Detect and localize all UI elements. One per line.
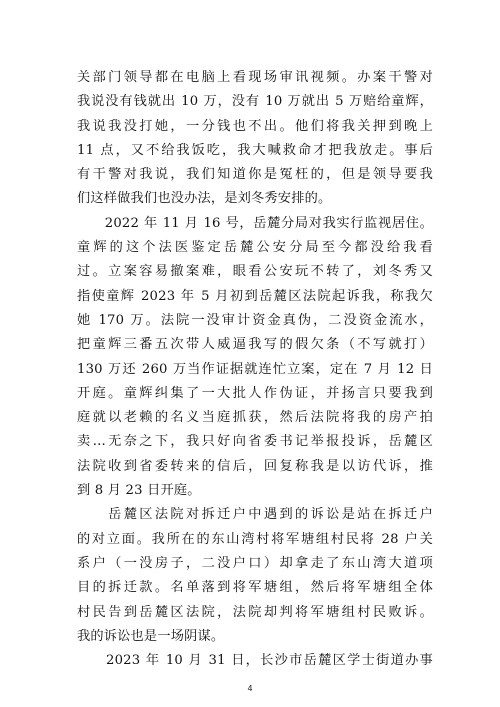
text-line: 11 点，又不给我饭吃，我大喊救命才把我放走。事后	[77, 142, 433, 158]
text-line: 关部门领导都在电脑上看现场审讯视频。办案干警对	[77, 70, 433, 85]
page-number: 4	[247, 684, 253, 693]
text-line: 我说没有钱就出 10 万，没有 10 万就出 5 万赔给童辉，	[77, 94, 433, 110]
text-line: 庭就以老赖的名义当庭抓获，然后法院将我的房产拍	[77, 410, 433, 426]
text-line: 村民告到岳麓区法院，法院却判将军塘组村民败诉。	[77, 604, 433, 620]
text-line: 指使童辉 2023 年 5 月初到岳麓区法院起诉我，称我欠	[77, 288, 433, 304]
document-body	[77, 66, 433, 673]
text-line: 开庭。童辉纠集了一大批人作伪证，并扬言只要我到	[77, 385, 433, 401]
text-line: 系户（一没房子，二没户口）却拿走了东山湾大道项	[77, 555, 433, 571]
text-line: 2023 年 10 月 31 日，长沙市岳麓区学士街道办事	[77, 653, 433, 669]
text-line: 到 8 月 23 日开庭。	[77, 483, 201, 499]
text-line: 法院收到省委转来的信后，回复称我是以访代诉，推	[77, 458, 433, 474]
text-line: 岳麓区法院对拆迁户中遇到的诉讼是站在拆迁户	[77, 507, 433, 523]
text-line: 我说我没打她，一分钱也不出。他们将我关押到晚上	[77, 118, 433, 134]
text-line: 目的拆迁款。名单落到将军塘组，然后将军塘组全体	[77, 580, 433, 596]
text-line: 2022 年 11 月 16 号，岳麓分局对我实行监视居住。	[77, 215, 433, 231]
text-line: 们这样做我们也没办法，是刘冬秀安排的。	[77, 191, 332, 207]
text-line: 她 170 万。法院一没审计资金真伪，二没资金流水，	[77, 312, 433, 328]
text-line: 我的诉讼也是一场阴谋。	[77, 628, 225, 644]
text-line: 有干警对我说，我们知道你是冤枉的，但是领导要我	[77, 167, 433, 183]
text-line: 童辉的这个法医鉴定岳麓公安分局至今都没给我看	[77, 240, 433, 256]
text-line: 过。立案容易撤案难，眼看公安玩不转了，刘冬秀又	[77, 264, 433, 280]
text-line: 卖…无奈之下，我只好向省委书记举报投诉，岳麓区	[77, 434, 433, 450]
text-line: 的对立面。我所在的东山湾村将军塘组村民将 28 户关	[77, 531, 433, 547]
text-line: 把童辉三番五次带人威逼我写的假欠条（不写就打）	[77, 337, 433, 353]
text-line: 130 万还 260 万当作证据就连忙立案，定在 7 月 12 日	[77, 361, 433, 377]
